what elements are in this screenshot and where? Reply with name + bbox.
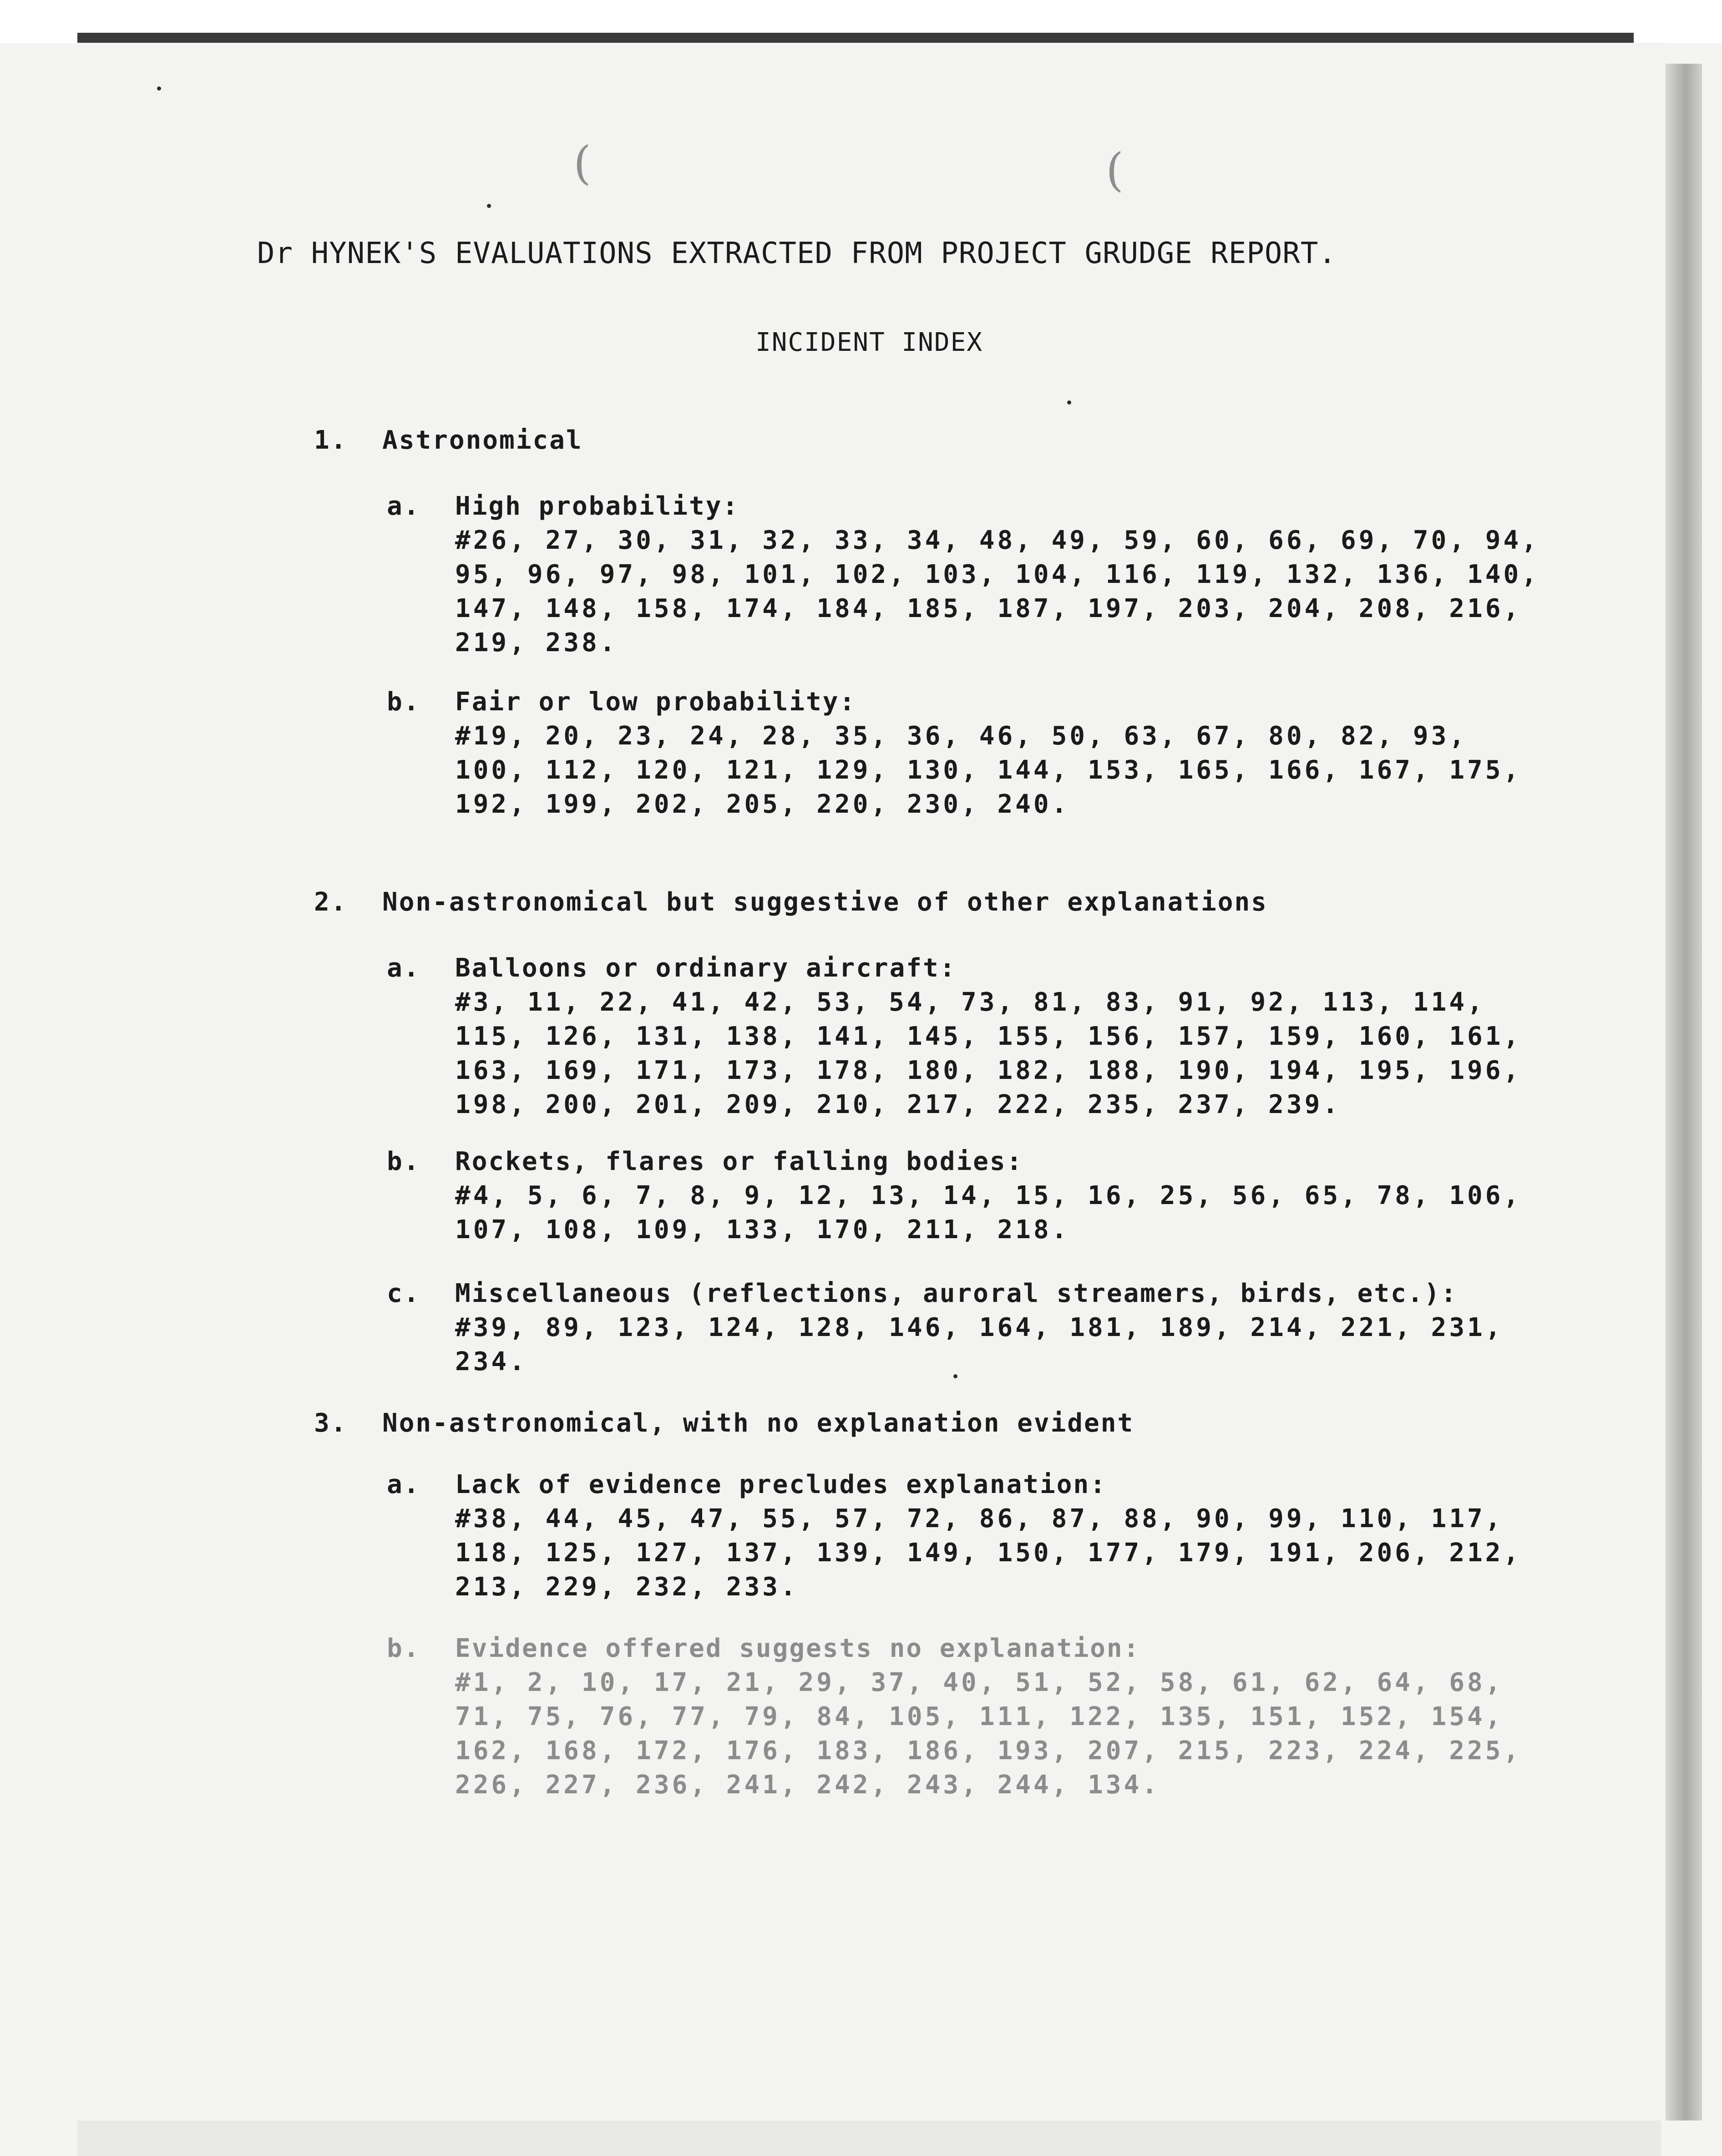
dust-speck [487, 204, 491, 208]
subsection-letter: c. [387, 1279, 420, 1308]
subsection-label [387, 489, 1547, 523]
scan-top-border [0, 0, 1722, 43]
incident-number-list: #1, 2, 10, 17, 21, 29, 37, 40, 51, 52, 58, 61, 62, 64, 68, 71, 75, 76, 77, 79, 84, 105, 111, 122, 135, 151, 152, 154, 162, 168, 172, 176, 183, 186, 193, 207, 215, 223, 224, 225, 226, 227, 236, 241, 242, 243, 244, 134. [455, 1668, 1522, 1800]
subsection-rockets-flares [387, 1144, 1547, 1247]
subsection-label [387, 1468, 1547, 1502]
subsection-letter: a. [387, 491, 420, 521]
subsection-balloons-aircraft [387, 951, 1547, 1122]
incident-number-list: #4, 5, 6, 7, 8, 9, 12, 13, 14, 15, 16, 25, 56, 65, 78, 106, 107, 108, 109, 133, 170, 211, 218. [455, 1181, 1522, 1245]
subsection-no-explanation [387, 1631, 1547, 1802]
subsection-title: High probability: [455, 491, 739, 521]
section-heading [314, 887, 1268, 917]
subsection-fair-low-probability [387, 685, 1547, 821]
page-edge-shadow [1666, 64, 1702, 2121]
section-title: Non-astronomical but suggestive of other explanations [382, 887, 1268, 917]
incident-number-list: #38, 44, 45, 47, 55, 57, 72, 86, 87, 88, 90, 99, 110, 117, 118, 125, 127, 137, 139, 149, 150, 177, 179, 191, 206, 212, 213, 229, 232, 233. [455, 1504, 1522, 1602]
incident-number-list: #26, 27, 30, 31, 32, 33, 34, 48, 49, 59, 60, 66, 69, 70, 94, 95, 96, 97, 98, 101, 102, 103, 104, 116, 119, 132, 136, 140, 147, 148, 158, 174, 184, 185, 187, 197, 203, 204, 208, 216, 219, 238. [455, 526, 1540, 658]
hole-punch-mark: ( [1106, 143, 1124, 197]
incident-number-list: #39, 89, 123, 124, 128, 146, 164, 181, 189, 214, 221, 231, 234. [455, 1313, 1504, 1377]
page-subtitle: INCIDENT INDEX [755, 328, 983, 357]
section-non-astronomical-suggestive [314, 887, 1268, 917]
subsection-label [387, 1276, 1547, 1311]
incident-number-list: #3, 11, 22, 41, 42, 53, 54, 73, 81, 83, 91, 92, 113, 114, 115, 126, 131, 138, 141, 145, 155, 156, 157, 159, 160, 161, 163, 169, 171, 173, 178, 180, 182, 188, 190, 194, 195, 196, 198, 200, 201, 209, 210, 217, 222, 235, 237, 239. [455, 987, 1522, 1119]
section-astronomical [314, 425, 583, 455]
section-non-astronomical-no-explanation [314, 1408, 1134, 1438]
subsection-label [387, 1631, 1547, 1665]
section-heading [314, 425, 583, 455]
section-number: 2. [314, 887, 348, 917]
section-title: Astronomical [382, 425, 583, 455]
subsection-title: Lack of evidence precludes explanation: [455, 1470, 1107, 1499]
subsection-letter: b. [387, 1634, 420, 1663]
subsection-title: Balloons or ordinary aircraft: [455, 953, 957, 983]
scan-bottom-edge [77, 2121, 1661, 2156]
subsection-label [387, 685, 1547, 719]
dust-speck [157, 86, 161, 91]
page-title: Dr HYNEK'S EVALUATIONS EXTRACTED FROM PROJECT GRUDGE REPORT. [257, 237, 1337, 270]
subsection-letter: b. [387, 1147, 420, 1176]
subsection-lack-of-evidence [387, 1468, 1547, 1604]
subsection-label [387, 951, 1547, 985]
subsection-letter: b. [387, 687, 420, 717]
section-title: Non-astronomical, with no explanation evident [382, 1408, 1134, 1438]
subsection-miscellaneous [387, 1276, 1547, 1379]
dust-speck [1067, 400, 1071, 405]
incident-number-list: #19, 20, 23, 24, 28, 35, 36, 46, 50, 63, 67, 80, 82, 93, 100, 112, 120, 121, 129, 130, 144, 153, 165, 166, 167, 175, 192, 199, 202, 205, 220, 230, 240. [455, 721, 1522, 819]
subsection-letter: a. [387, 953, 420, 983]
section-number: 3. [314, 1408, 348, 1438]
subsection-title: Rockets, flares or falling bodies: [455, 1147, 1023, 1176]
section-heading [314, 1408, 1134, 1438]
subsection-label [387, 1144, 1547, 1179]
film-edge-band [77, 33, 1634, 43]
hole-punch-mark: ( [573, 137, 592, 190]
subsection-title: Miscellaneous (reflections, auroral streamers, birds, etc.): [455, 1279, 1458, 1308]
subsection-high-probability [387, 489, 1547, 660]
section-number: 1. [314, 425, 348, 455]
subsection-title: Fair or low probability: [455, 687, 856, 717]
subsection-letter: a. [387, 1470, 420, 1499]
subsection-title: Evidence offered suggests no explanation: [455, 1634, 1140, 1663]
